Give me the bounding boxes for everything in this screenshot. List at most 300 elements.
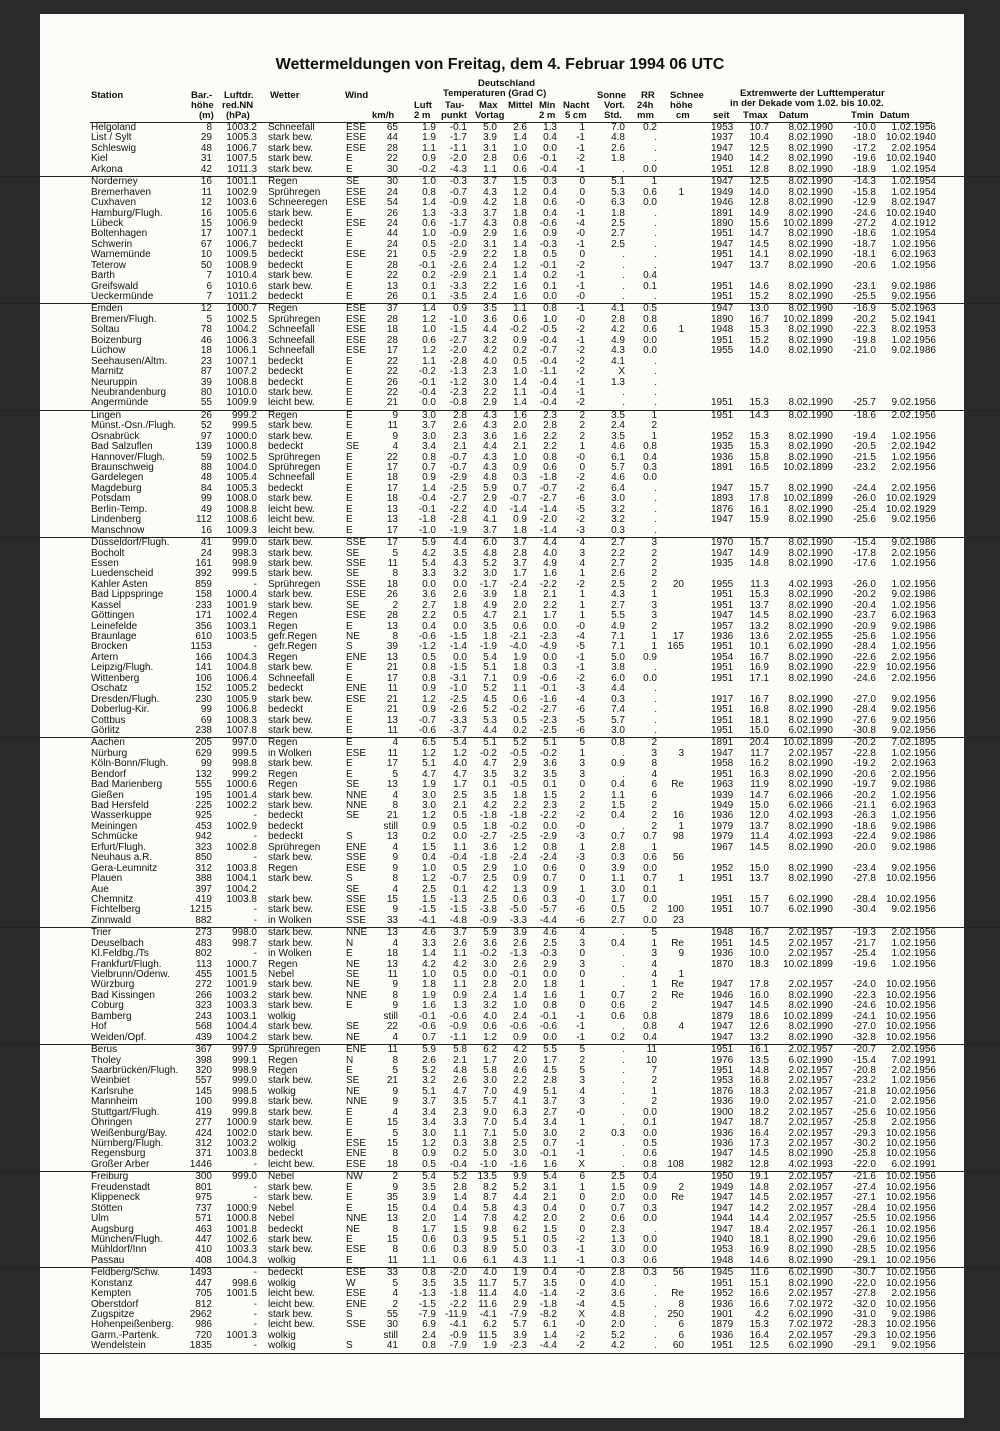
cell-extrem-tmin-datum: 2.02.1956	[891, 1096, 936, 1108]
cell-rr: 0.2	[643, 122, 657, 133]
cell-extrem-tmax: 16.0	[749, 989, 769, 1001]
cell-hoehe: 1493	[189, 1267, 212, 1279]
cell-nacht: 0	[579, 862, 585, 874]
cell-extrem-tmin-datum: 10.02.1940	[885, 132, 936, 144]
table-row	[0, 705, 1000, 715]
cell-sonne: 6.3	[611, 197, 625, 209]
cell-extrem-tmax-datum: 8.02.1990	[788, 122, 833, 133]
cell-extrem-tmax-datum: 2.02.1957	[788, 979, 833, 991]
cell-rr: .	[654, 714, 657, 726]
cell-hoehe: 720	[195, 1329, 212, 1341]
cell-seit: 1951	[711, 1044, 734, 1056]
table-row	[0, 271, 1000, 281]
cell-rr: 2	[651, 547, 657, 559]
cell-seit: 1947	[711, 142, 734, 154]
cell-luft: 3.4	[422, 1117, 436, 1129]
cell-extrem-tmax: 11.4	[750, 831, 769, 843]
cell-seit: 1891	[711, 737, 734, 749]
cell-station: Dresden/Flugh.	[91, 693, 160, 705]
cell-rr: .	[654, 662, 657, 674]
cell-hoehe: 277	[195, 1117, 212, 1129]
cell-extrem-tmax: 15.7	[749, 893, 769, 905]
cell-rr: 6	[651, 779, 657, 791]
cell-extrem-tmax-datum: 8.02.1990	[788, 779, 833, 791]
cell-extrem-tmin-datum: 9.02.1986	[891, 280, 936, 292]
cell-luftdruck: 1011.2	[227, 291, 257, 302]
cell-luft: 1.2	[422, 873, 436, 885]
cell-nacht: -0	[576, 313, 585, 325]
cell-tmax-vortag: 4.7	[483, 610, 497, 622]
cell-seit: 1936	[711, 810, 734, 822]
table-row	[0, 738, 1000, 748]
cell-taupunkt: -0.1	[449, 122, 467, 133]
cell-extrem-tmax-datum: 2.02.1957	[788, 1075, 833, 1087]
cell-tmax-vortag: 3.6	[483, 430, 497, 442]
cell-wetter: bedeckt	[268, 249, 304, 261]
cell-taupunkt: -0.7	[449, 462, 467, 473]
cell-mittel: 2.5	[513, 1138, 527, 1149]
cell-extrem-tmax-datum: 10.02.1899	[782, 493, 833, 505]
cell-extrem-tmin-datum: 9.02.1986	[891, 620, 936, 632]
cell-tmin: 0.1	[543, 280, 557, 292]
cell-extrem-tmin: -19.2	[853, 758, 876, 770]
cell-extrem-tmax-datum: 8.02.1990	[788, 599, 833, 611]
cell-luftdruck: 1004.2	[226, 324, 257, 336]
cell-luft: 0.9	[422, 153, 436, 165]
cell-extrem-tmin-datum: 10.02.1956	[885, 1148, 936, 1160]
cell-extrem-tmax: 10.7	[749, 122, 769, 133]
cell-rr: .	[654, 355, 657, 367]
cell-extrem-tmax: 12.6	[749, 1021, 769, 1033]
cell-luft: -0.4	[418, 386, 436, 398]
cell-tmin: -0.4	[539, 386, 557, 398]
cell-station: Seehausen/Altm.	[91, 355, 168, 367]
cell-wind-speed: 22	[386, 270, 398, 282]
cell-extrem-tmax-datum: 8.02.1990	[788, 1254, 833, 1266]
cell-station: Hamburg/Flugh.	[91, 207, 163, 219]
cell-extrem-tmin-datum: 10.02.1956	[885, 1021, 936, 1033]
cell-station: Bendorf	[91, 768, 127, 780]
cell-extrem-tmin: -26.0	[853, 493, 876, 505]
cell-luftdruck: 1000.8	[226, 441, 257, 453]
cell-mittel: 1.0	[513, 142, 527, 154]
cell-tmax-vortag: 9.8	[483, 1223, 497, 1235]
cell-seit: 1951	[711, 662, 734, 674]
cell-mittel: -0.6	[509, 1021, 527, 1033]
cell-extrem-tmin-datum: 9.02.1956	[891, 904, 936, 916]
cell-wind-dir: E	[346, 672, 353, 684]
cell-taupunkt: 1.2	[453, 747, 467, 759]
cell-seit: 1952	[711, 862, 734, 874]
cell-wind-speed: 13	[386, 831, 398, 843]
cell-tmin: 1.1	[543, 1254, 557, 1266]
cell-station: Cottbus	[91, 714, 126, 726]
cell-mittel: 1.6	[513, 409, 527, 421]
cell-sonne: .	[622, 820, 625, 832]
cell-rr: 1	[651, 937, 657, 949]
cell-sonne: 0.7	[611, 831, 625, 843]
table-row	[0, 832, 1000, 842]
cell-extrem-tmax-datum: 8.02.1990	[788, 714, 833, 726]
cell-luftdruck: 998.9	[231, 557, 257, 569]
table-row	[0, 154, 1000, 164]
cell-wetter: stark bew.	[268, 1127, 314, 1139]
cell-tmax-vortag: 3.7	[483, 176, 497, 188]
cell-wind-speed: still	[383, 1329, 398, 1341]
cell-taupunkt: -2.9	[449, 249, 467, 261]
cell-mittel: 4.4	[513, 1192, 527, 1204]
cell-extrem-tmax: 4.2	[755, 1309, 769, 1320]
cell-wetter: stark bew.	[268, 132, 314, 144]
cell-wind-speed: 8	[392, 873, 398, 885]
table-row	[0, 1245, 1000, 1255]
cell-extrem-tmin: -18.1	[853, 249, 876, 261]
cell-tmax-vortag: 3.2	[483, 1000, 497, 1012]
cell-tmin: 0.0	[543, 969, 557, 980]
cell-wetter: Regen	[268, 768, 298, 780]
cell-luftdruck: -	[253, 831, 257, 843]
cell-station: Bad Hersfeld	[91, 800, 149, 811]
cell-extrem-tmin: -10.0	[853, 122, 876, 133]
cell-wind-speed: 33	[386, 1267, 398, 1279]
cell-luftdruck: 1000.0	[226, 430, 257, 442]
cell-tmax-vortag: 3.6	[483, 937, 497, 949]
cell-tmax-vortag: 2.2	[483, 386, 497, 398]
cell-tmin: -1.4	[539, 503, 557, 515]
cell-wind-speed: 11	[387, 1254, 398, 1266]
cell-luft: 5.2	[422, 1064, 436, 1076]
cell-tmin: 0.3	[543, 662, 557, 674]
cell-seit: 1936	[711, 948, 734, 960]
cell-hoehe: 453	[195, 820, 212, 832]
cell-seit: 1951	[711, 768, 734, 780]
table-row	[0, 1066, 1000, 1076]
cell-wind-speed: 54	[386, 197, 398, 209]
cell-luft: 0.6	[422, 1244, 436, 1256]
cell-tmax-vortag: 2.8	[483, 153, 497, 165]
cell-wetter: bedeckt	[268, 259, 304, 271]
cell-schnee: Re	[671, 989, 684, 1001]
cell-taupunkt: -2.0	[449, 1267, 467, 1279]
cell-extrem-tmax-datum: 8.02.1990	[788, 557, 833, 569]
cell-nacht: 0	[579, 1202, 585, 1214]
cell-luftdruck: 1005.3	[226, 482, 257, 494]
cell-mittel: -1.4	[509, 503, 527, 515]
cell-nacht: X	[578, 1158, 585, 1170]
cell-mittel: 1.2	[513, 186, 527, 198]
cell-wind-dir: E	[346, 355, 353, 367]
cell-wind-dir: S	[346, 641, 353, 653]
cell-wind-dir: ESE	[346, 122, 367, 133]
cell-extrem-tmax-datum: 8.02.1990	[788, 503, 833, 515]
cell-nacht: -2	[576, 672, 585, 684]
cell-luftdruck: 1005.4	[226, 472, 257, 484]
cell-sonne: 3.0	[611, 493, 625, 505]
cell-luftdruck: 1006.7	[226, 238, 257, 250]
cell-taupunkt: -2.0	[449, 345, 467, 357]
cell-extrem-tmax: 13.5	[749, 1054, 769, 1066]
cell-wind-dir: E	[346, 514, 353, 526]
cell-taupunkt: 1.1	[453, 841, 467, 853]
cell-extrem-tmin-datum: 9.02.1986	[891, 1309, 936, 1320]
cell-taupunkt: 4.7	[453, 768, 467, 780]
cell-mittel: 1.3	[513, 883, 527, 895]
cell-tmin: 0.9	[543, 228, 557, 240]
cell-sonne: 2.5	[611, 238, 625, 250]
cell-wind-speed: 8	[392, 989, 398, 1001]
cell-extrem-tmax: 14.9	[749, 207, 769, 219]
cell-luftdruck: 1004.4	[226, 1021, 257, 1033]
cell-luftdruck: 998.3	[231, 547, 257, 559]
cell-seit: 1947	[711, 176, 734, 188]
cell-station: Bocholt	[91, 547, 125, 559]
cell-wind-speed: 17	[386, 345, 398, 357]
cell-nacht: -2	[576, 1233, 585, 1245]
cell-mittel: -1.6	[509, 1158, 527, 1170]
cell-extrem-tmax: 16.6	[749, 1288, 769, 1300]
cell-seit: 1890	[711, 217, 734, 229]
cell-extrem-tmin-datum: 10.02.1956	[885, 1298, 936, 1310]
cell-tmax-vortag: 5.0	[483, 122, 497, 133]
cell-hoehe: 141	[195, 662, 212, 674]
data-table	[0, 123, 1000, 1354]
cell-luft: 0.1	[422, 280, 436, 292]
cell-sonne: 2.6	[611, 568, 625, 580]
cell-nacht: 4	[579, 1085, 585, 1097]
cell-extrem-tmin-datum: 10.02.1956	[885, 1213, 936, 1225]
cell-station: Aue	[91, 883, 109, 895]
cell-hoehe: 80	[200, 386, 212, 398]
cell-taupunkt: -1.0	[449, 313, 467, 325]
cell-mittel: 2.9	[513, 758, 527, 770]
cell-station: Marnitz	[91, 366, 124, 378]
cell-luft: 1.0	[422, 176, 436, 188]
cell-station: Köln-Bonn/Flugh.	[91, 758, 169, 770]
cell-sonne: .	[622, 386, 625, 398]
cell-seit: 1946	[711, 197, 734, 209]
cell-rr: 7	[651, 1064, 657, 1076]
cell-station: Neubrandenburg	[91, 386, 167, 398]
cell-luft: -1.8	[418, 514, 436, 526]
cell-seit: 1979	[711, 831, 734, 843]
cell-wind-speed: 13	[386, 927, 398, 939]
cell-extrem-tmax-datum: 2.02.1957	[788, 1064, 833, 1076]
cell-station: Osnabrück	[91, 430, 140, 442]
station-group	[0, 123, 1000, 177]
cell-tmax-vortag: 2.9	[483, 493, 497, 505]
cell-extrem-tmin: -18.6	[853, 820, 876, 832]
cell-luft: 0.8	[422, 186, 436, 198]
cell-hoehe: 41	[200, 537, 212, 549]
cell-luftdruck: -	[253, 914, 257, 926]
cell-extrem-tmax: 14.0	[749, 186, 769, 198]
cell-mittel: 1.4	[513, 989, 527, 1001]
cell-schnee: 165	[667, 641, 684, 653]
cell-wind-speed: 8	[392, 1148, 398, 1160]
cell-extrem-tmax-datum: 8.02.1990	[788, 482, 833, 494]
cell-mittel: 5.2	[513, 1181, 527, 1193]
cell-extrem-tmin: -26.1	[853, 1223, 876, 1235]
cell-mittel: 0.9	[513, 1031, 527, 1043]
cell-taupunkt: -11.9	[444, 1309, 467, 1320]
cell-mittel: 2.4	[513, 1010, 527, 1022]
cell-luftdruck: 1002.4	[226, 610, 257, 622]
cell-extrem-tmax: 13.2	[749, 1031, 769, 1043]
cell-luft: 1.9	[422, 132, 436, 144]
cell-wind-speed: 4	[392, 441, 398, 453]
cell-nacht: -4	[576, 1298, 585, 1310]
cell-extrem-tmin-datum: 9.02.1956	[891, 724, 936, 736]
cell-taupunkt: -3.7	[449, 724, 467, 736]
cell-wind-dir: SSE	[346, 893, 367, 905]
cell-sonne: .	[622, 397, 625, 409]
cell-wetter: stark bew.	[268, 1244, 314, 1256]
cell-tmin: 5.1	[543, 1085, 557, 1097]
cell-station: Oberstdorf	[91, 1298, 139, 1310]
cell-tmax-vortag: 3.5	[483, 303, 497, 315]
cell-rr: 0.0	[643, 163, 657, 175]
cell-station: List / Sylt	[91, 132, 132, 144]
cell-station: Karlsruhe	[91, 1085, 134, 1097]
cell-wind-speed: 4	[392, 937, 398, 949]
cell-tmin: 0.9	[543, 883, 557, 895]
cell-taupunkt: -4.3	[449, 163, 467, 175]
cell-schnee: 16	[672, 810, 684, 822]
cell-taupunkt: 3.2	[453, 568, 467, 580]
cell-luftdruck: -	[253, 641, 257, 653]
cell-extrem-tmax: 14.5	[749, 238, 769, 250]
table-row	[0, 1193, 1000, 1203]
cell-wind-dir: NW	[346, 1171, 363, 1183]
cell-nacht: 4	[579, 557, 585, 569]
cell-taupunkt: -3.3	[449, 207, 467, 219]
cell-wetter: Sprühregen	[268, 578, 321, 590]
cell-luft: 0.9	[422, 683, 436, 695]
cell-extrem-tmin-datum: 10.02.1956	[885, 1192, 936, 1204]
cell-hoehe: 243	[195, 1010, 212, 1022]
cell-mittel: 0.8	[513, 217, 527, 229]
cell-seit: 1951	[711, 599, 734, 611]
cell-tmin: -0.2	[539, 747, 557, 759]
cell-extrem-tmin: -20.2	[853, 589, 876, 601]
cell-luft: 3.3	[422, 568, 436, 580]
cell-taupunkt: 0.9	[453, 303, 467, 315]
cell-nacht: 2	[579, 409, 585, 421]
cell-extrem-tmax: 13.7	[749, 259, 769, 271]
cell-taupunkt: -1.7	[449, 217, 467, 229]
cell-rr: .	[654, 291, 657, 302]
cell-sonne: .	[622, 280, 625, 292]
cell-taupunkt: 2.6	[453, 420, 467, 432]
cell-mittel: 1.8	[513, 207, 527, 219]
cell-sonne: .	[622, 259, 625, 271]
table-row	[0, 198, 1000, 208]
cell-mittel: -4.0	[509, 641, 527, 653]
cell-extrem-tmax-datum: 2.02.1957	[788, 1171, 833, 1183]
cell-extrem-tmin-datum: 2.02.1956	[891, 482, 936, 494]
cell-rr: 2	[651, 1075, 657, 1087]
cell-extrem-tmax-datum: 8.02.1990	[788, 324, 833, 336]
cell-rr: 1	[651, 176, 657, 188]
col-wetter: Wetter	[270, 90, 300, 101]
cell-sonne: 2.7	[611, 599, 625, 611]
cell-extrem-tmin: -23.1	[853, 280, 876, 292]
cell-sonne: 4.6	[611, 472, 625, 484]
cell-mittel: 3.9	[513, 1329, 527, 1341]
cell-luft: 3.4	[422, 441, 436, 453]
cell-extrem-tmin-datum: 1.02.1956	[891, 641, 936, 653]
cell-wetter: leicht bew.	[268, 397, 315, 409]
cell-wind-dir: S	[346, 1309, 353, 1320]
cell-station: Görlitz	[91, 724, 120, 736]
cell-luft: -1.5	[418, 904, 436, 916]
cell-rr: 0.1	[643, 883, 657, 895]
cell-extrem-tmax-datum: 8.02.1990	[788, 153, 833, 165]
cell-nacht: 3	[579, 547, 585, 559]
cell-tmin: 0.7	[543, 1138, 557, 1149]
col-luftdruck-2: red.NN	[222, 100, 254, 111]
cell-seit: 1951	[711, 937, 734, 949]
cell-station: Freudenstadt	[91, 1181, 150, 1193]
cell-sonne: .	[622, 1096, 625, 1108]
cell-rr: 0.0	[643, 1106, 657, 1118]
cell-taupunkt: 3.7	[453, 927, 467, 939]
cell-tmax-vortag: 1.2	[483, 1031, 497, 1043]
cell-rr: 5	[651, 927, 657, 939]
cell-seit: 1940	[711, 1233, 734, 1245]
cell-extrem-tmin: -27.1	[853, 1192, 876, 1204]
table-row	[0, 569, 1000, 579]
cell-tmin: -0.5	[539, 324, 557, 336]
col-max: Max	[479, 100, 498, 111]
cell-luft: 0.4	[422, 620, 436, 632]
cell-tmin: -4.9	[539, 641, 557, 653]
cell-tmin: -4.4	[539, 1340, 557, 1352]
cell-luftdruck: 1009.9	[226, 397, 257, 409]
col-luftdruck: Luftdr.	[224, 90, 254, 101]
cell-extrem-tmin-datum: 10.02.1929	[885, 503, 936, 515]
cell-rr: 0.0	[643, 197, 657, 209]
cell-hoehe: 323	[195, 841, 212, 853]
cell-luft: 1.8	[422, 979, 436, 991]
cell-luft: 1.4	[422, 482, 436, 494]
cell-extrem-tmin: -20.9	[853, 620, 876, 632]
cell-mittel: 2.0	[513, 420, 527, 432]
cell-tmin: -5.7	[539, 904, 557, 916]
cell-extrem-tmax-datum: 8.02.1990	[788, 1277, 833, 1289]
cell-tmin: 0.0	[543, 620, 557, 632]
cell-wind-speed: 9	[392, 979, 398, 991]
cell-nacht: -1	[576, 1244, 585, 1256]
cell-tmin: 0.6	[543, 862, 557, 874]
cell-sonne: 3.2	[611, 514, 625, 526]
cell-station: Leipzig/Flugh.	[91, 662, 154, 674]
cell-wind-speed: 4	[392, 789, 398, 801]
cell-extrem-tmax: 14.1	[749, 249, 769, 261]
cell-sonne: 2.8	[611, 841, 625, 853]
region-label: Deutschland	[478, 78, 536, 89]
cell-nacht: -0	[576, 228, 585, 240]
cell-wind-dir: E	[346, 737, 353, 749]
cell-extrem-tmin: -28.4	[853, 1202, 876, 1214]
cell-tmax-vortag: 4.1	[483, 514, 497, 526]
cell-wind-dir: SE	[346, 883, 360, 895]
cell-luftdruck: 1000.7	[226, 958, 257, 970]
cell-schnee: 9	[678, 948, 684, 960]
cell-rr: 0.0	[643, 914, 657, 926]
cell-mittel: 2.8	[513, 547, 527, 559]
cell-extrem-tmin: -25.5	[853, 1213, 876, 1225]
